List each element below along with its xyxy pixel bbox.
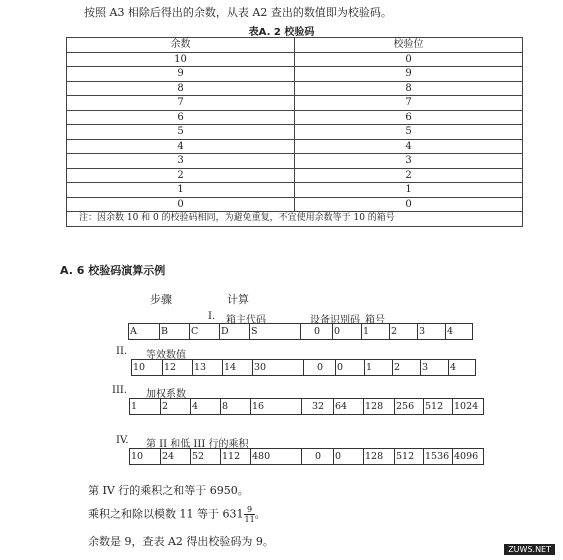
step1-cell: 2: [390, 324, 418, 340]
step2-cell: 30: [253, 360, 304, 376]
step4-cell: 0: [334, 449, 364, 465]
remainder-fraction: [244, 505, 254, 524]
step3-cell: 2: [161, 399, 191, 415]
step2-cell: 13: [193, 360, 223, 376]
step2-cell: 12: [163, 360, 193, 376]
table-row: [67, 52, 523, 67]
steps-label: 步骤: [150, 293, 172, 306]
step1-row: [129, 324, 473, 340]
table-row: [67, 81, 523, 96]
step3-cell: 1024: [453, 399, 484, 415]
step2-title: 等效数值: [146, 350, 186, 361]
sum-line: 第 IV 行的乘积之和等于 6950。: [88, 484, 249, 497]
remainder-cell: 7: [67, 96, 295, 111]
table-note: 注：因余数 10 和 0 的校验码相同，为避免重复，不宜使用余数等于 10 的箱号: [67, 212, 523, 227]
step1-device-code-title: 设备识别码: [310, 315, 360, 326]
step2-cell: 2: [393, 360, 421, 376]
check-digit-cell: 4: [295, 139, 523, 154]
check-digit-cell: 8: [295, 81, 523, 96]
step1-cell: 1: [362, 324, 390, 340]
result-line: 余数是 9，查表 A2 得出校验码为 9。: [88, 535, 274, 548]
step2-numeral: II.: [116, 346, 128, 357]
step2-cell: 4: [449, 360, 476, 376]
step3-row: [130, 399, 484, 415]
step1-grid: [128, 323, 473, 340]
remainder-cell: 0: [67, 197, 295, 212]
step2-cell: 0: [304, 360, 336, 376]
table-row: [67, 139, 523, 154]
step3-cell: 32: [302, 399, 334, 415]
check-digit-cell: 0: [295, 197, 523, 212]
step1-cell: 4: [446, 324, 473, 340]
step3-title: 加权系数: [146, 389, 186, 400]
watermark-logo: ZUWS.NET: [504, 544, 555, 555]
step3-cell: 16: [251, 399, 302, 415]
step3-cell: 128: [364, 399, 395, 415]
step2-grid: [131, 359, 476, 376]
section-title: A. 6 校验码演算示例: [60, 264, 166, 277]
step4-cell: 480: [251, 449, 302, 465]
step2-cell: 10: [132, 360, 163, 376]
remainder-cell: 2: [67, 168, 295, 183]
step3-cell: 64: [334, 399, 364, 415]
check-digit-cell: 1: [295, 183, 523, 198]
step3-cell: 1: [130, 399, 161, 415]
remainder-cell: 5: [67, 125, 295, 140]
calc-label: 计算: [227, 293, 249, 306]
table-note-row: [67, 212, 523, 227]
division-line: [88, 505, 266, 524]
step4-cell: 4096: [453, 449, 484, 465]
step2-row: [132, 360, 476, 376]
step1-cell: S: [250, 324, 301, 340]
check-digit-cell: 2: [295, 168, 523, 183]
step1-cell: 3: [418, 324, 446, 340]
step4-numeral: IV.: [116, 435, 129, 446]
table-row: [67, 67, 523, 82]
step4-cell: 512: [395, 449, 424, 465]
fraction-numerator: 9: [244, 505, 254, 515]
step3-grid: [129, 398, 484, 415]
header-check-digit: 校验位: [295, 38, 523, 53]
step1-cell: B: [160, 324, 190, 340]
table-row: [67, 197, 523, 212]
check-digit-cell: 0: [295, 52, 523, 67]
step2-cell: 3: [421, 360, 449, 376]
table-row: [67, 96, 523, 111]
step2-cell: 1: [365, 360, 393, 376]
step3-cell: 8: [221, 399, 251, 415]
remainder-cell: 1: [67, 183, 295, 198]
remainder-cell: 9: [67, 67, 295, 82]
step4-cell: 0: [302, 449, 334, 465]
step3-cell: 512: [424, 399, 453, 415]
step4-cell: 128: [364, 449, 395, 465]
header-remainder: 余数: [67, 38, 295, 53]
step4-cell: 52: [191, 449, 221, 465]
check-digit-table: [66, 37, 523, 227]
check-digit-cell: 6: [295, 110, 523, 125]
intro-text: 按照 A3 相除后得出的余数，从表 A2 查出的数值即为校验码。: [84, 6, 392, 19]
step3-cell: 256: [395, 399, 424, 415]
check-digit-cell: 5: [295, 125, 523, 140]
step3-numeral: III.: [112, 385, 128, 396]
remainder-cell: 3: [67, 154, 295, 169]
step1-owner-code-title: 箱主代码: [226, 315, 266, 326]
step1-box-number-title: 箱号: [365, 315, 385, 326]
remainder-cell: 6: [67, 110, 295, 125]
table-row: [67, 168, 523, 183]
fraction-denominator: 11: [244, 515, 255, 524]
step4-cell: 1536: [424, 449, 453, 465]
table-header-row: [67, 38, 523, 53]
step4-cell: 112: [221, 449, 251, 465]
check-digit-cell: 7: [295, 96, 523, 111]
table-row: [67, 154, 523, 169]
step4-title: 第 II 和低 III 行的乘积: [146, 439, 249, 450]
step1-cell: 0: [301, 324, 333, 340]
step4-row: [130, 449, 484, 465]
step1-cell: A: [129, 324, 160, 340]
step4-grid: [129, 448, 484, 465]
table-row: [67, 125, 523, 140]
remainder-cell: 10: [67, 52, 295, 67]
remainder-cell: 4: [67, 139, 295, 154]
remainder-cell: 8: [67, 81, 295, 96]
step1-cell: C: [190, 324, 220, 340]
step1-cell: 0: [333, 324, 362, 340]
step4-cell: 24: [161, 449, 191, 465]
check-digit-cell: 9: [295, 67, 523, 82]
step1-cell: D: [220, 324, 250, 340]
step1-numeral: I.: [208, 311, 216, 322]
table-row: [67, 110, 523, 125]
step2-cell: 0: [336, 360, 365, 376]
step4-cell: 10: [130, 449, 161, 465]
step3-cell: 4: [191, 399, 221, 415]
check-digit-cell: 3: [295, 154, 523, 169]
step2-cell: 14: [223, 360, 253, 376]
table-row: [67, 183, 523, 198]
division-suffix: 。: [254, 507, 266, 521]
table-caption: 表A. 2 校验码: [248, 27, 315, 38]
division-text: 乘积之和除以模数 11 等于 631: [88, 507, 244, 521]
